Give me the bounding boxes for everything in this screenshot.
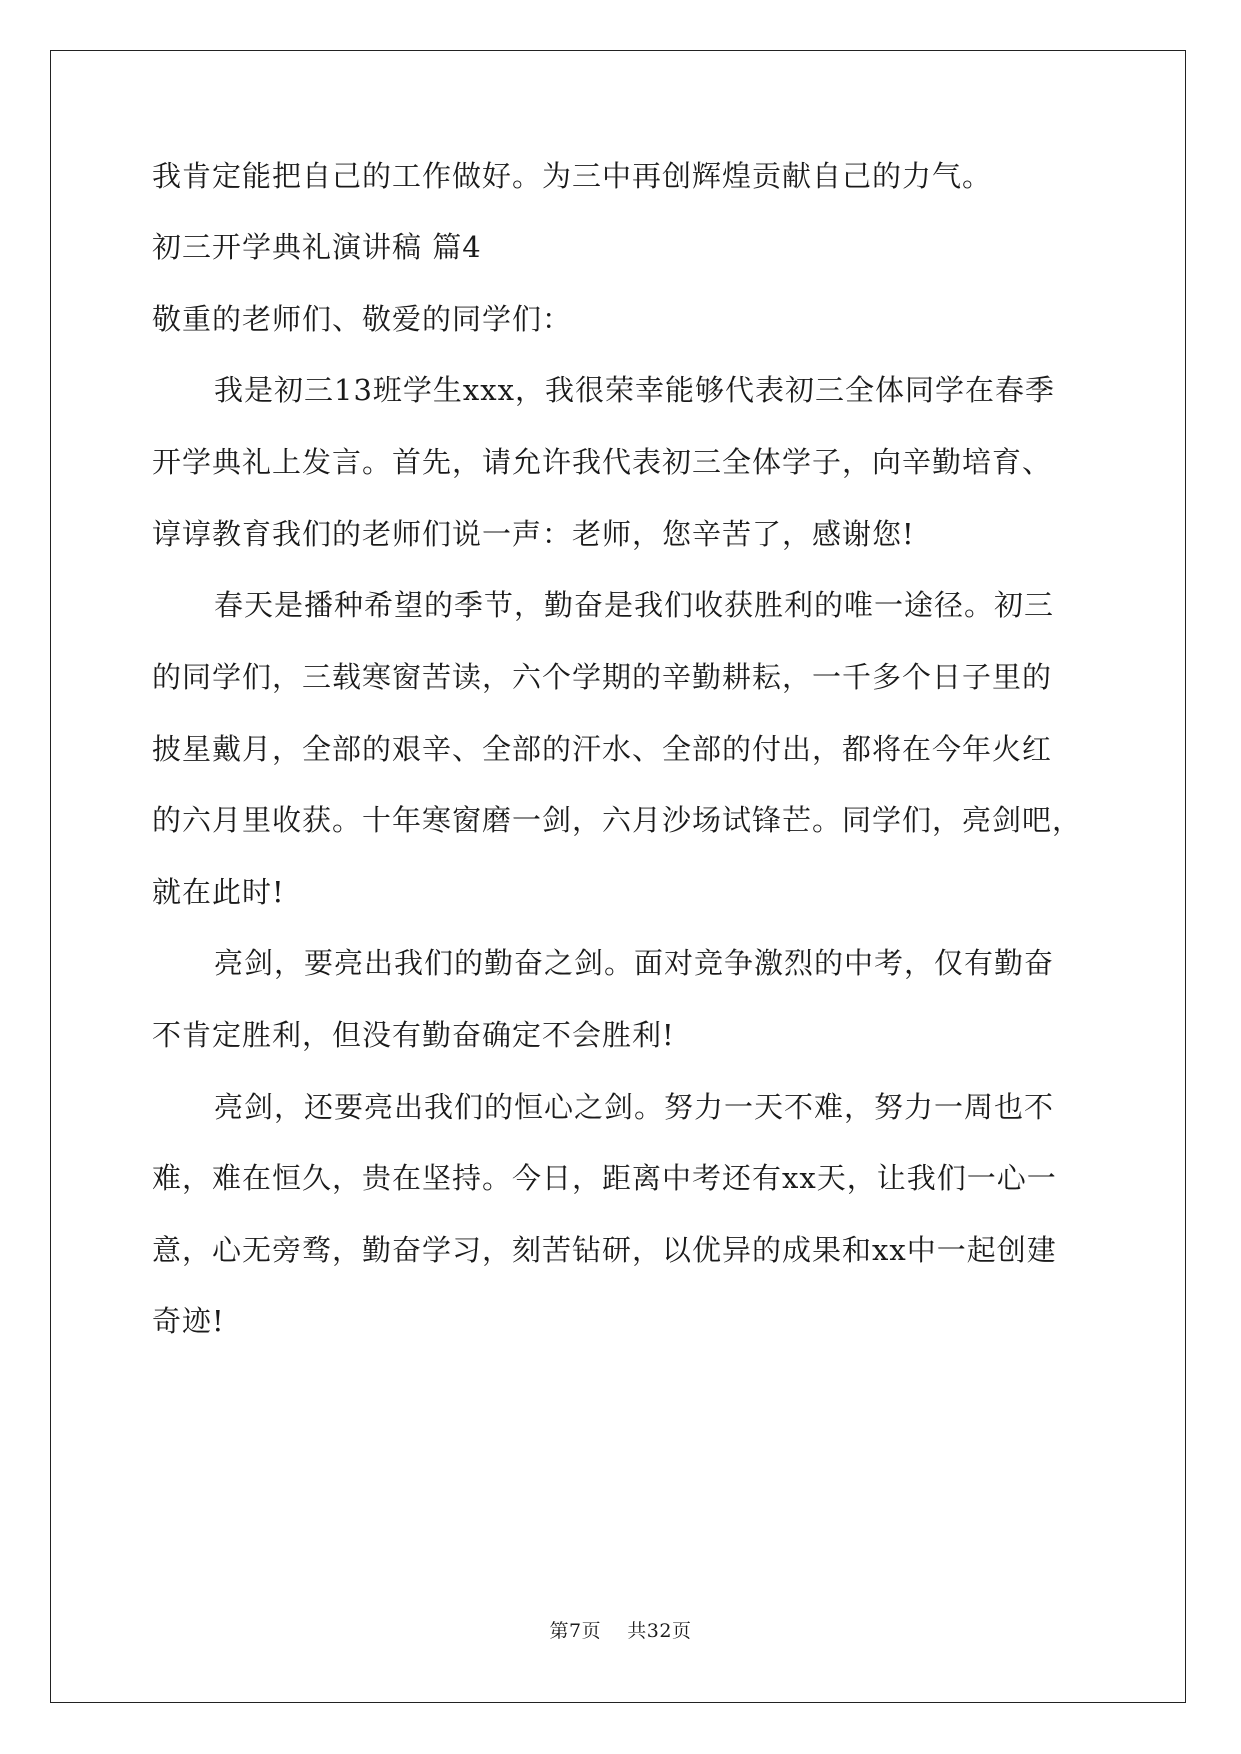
paragraph-start: 我是初三13班学生xxx，我很荣幸能够代表初三全体同学在春季 <box>214 373 1055 407</box>
paragraph-start: 春天是播种希望的季节，勤奋是我们收获胜利的唯一途径。初三 <box>214 588 1055 622</box>
text-line: 我肯定能把自己的工作做好。为三中再创辉煌贡献自己的力气。 <box>152 159 993 193</box>
salutation: 敬重的老师们、敬爱的同学们： <box>152 302 573 336</box>
page-number-current: 第7页 <box>549 1620 602 1642</box>
section-heading: 初三开学典礼演讲稿 篇4 <box>152 230 482 264</box>
text-line: 的六月里收获。十年寒窗磨一剑，六月沙场试锋芒。同学们，亮剑吧， <box>152 803 1083 837</box>
text-line: 意，心无旁骛，勤奋学习，刻苦钻研，以优异的成果和xx中一起创建 <box>152 1233 1057 1267</box>
text-line: 难，难在恒久，贵在坚持。今日，距离中考还有xx天，让我们一心一 <box>152 1161 1057 1195</box>
text-line: 披星戴月，全部的艰辛、全部的汗水、全部的付出，都将在今年火红 <box>152 732 1053 766</box>
text-line: 开学典礼上发言。首先，请允许我代表初三全体学子，向辛勤培育、 <box>152 445 1053 479</box>
page-number-total: 共32页 <box>627 1620 692 1642</box>
text-line: 的同学们，三载寒窗苦读，六个学期的辛勤耕耘，一千多个日子里的 <box>152 660 1053 694</box>
footer-gap <box>601 1620 627 1642</box>
page-footer <box>0 1619 1241 1643</box>
text-line: 不肯定胜利，但没有勤奋确定不会胜利! <box>152 1018 675 1052</box>
text-line: 谆谆教育我们的老师们说一声：老师，您辛苦了，感谢您! <box>152 517 915 551</box>
text-line: 奇迹! <box>152 1304 225 1338</box>
paragraph-start: 亮剑，还要亮出我们的恒心之剑。努力一天不难，努力一周也不 <box>214 1090 1055 1124</box>
text-line: 就在此时! <box>152 875 285 909</box>
paragraph-start: 亮剑，要亮出我们的勤奋之剑。面对竞争激烈的中考，仅有勤奋 <box>214 946 1055 980</box>
